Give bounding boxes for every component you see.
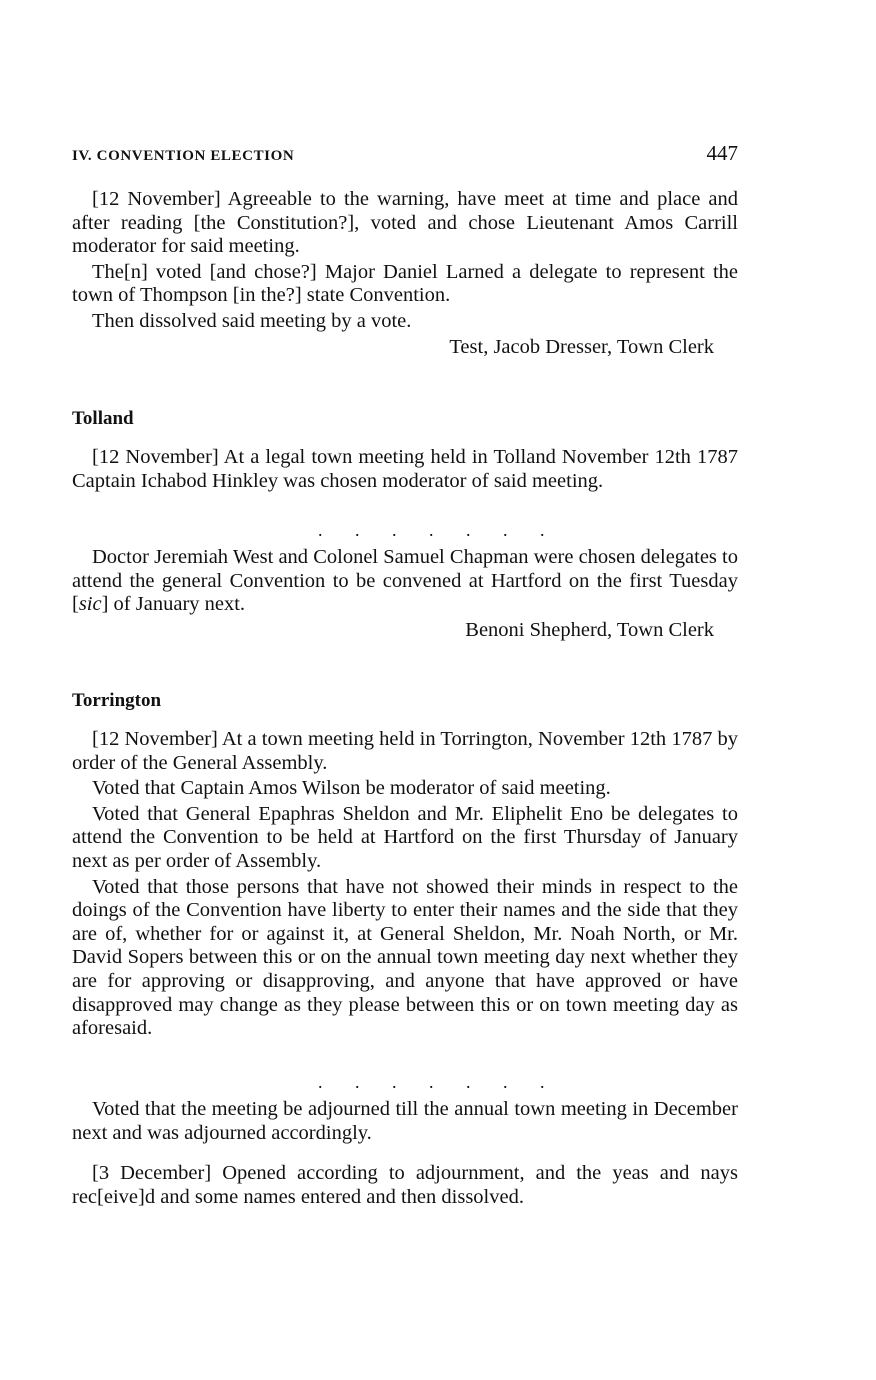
section-heading-tolland: Tolland [72, 408, 134, 429]
tolland-entry-part2 [72, 546, 738, 642]
paragraph-text: ] of January next. [101, 593, 246, 616]
torrington-december [72, 1162, 738, 1209]
page-number: 447 [706, 141, 738, 165]
tolland-entry-part1 [72, 446, 738, 493]
paragraph: Voted that those persons that have not showed their minds in respect to the doings of the Convention have liberty to enter their names and the side that they are of, whether for or against it, at General Sheldon, Mr. Noah North, or Mr. David Sopers between this or on the annual town meeting day next whether they are for approving or disapproving, and anyone that have approved or have disapproved may change as they please between this or on town meeting day as aforesaid. [72, 875, 738, 1040]
paragraph: Then dissolved said meeting by a vote. [92, 309, 412, 332]
paragraph: The[n] voted [and chose?] Major Daniel Larned a delegate to represent the town of Thompson [in the?] state Convention. [72, 260, 738, 307]
town-clerk-signature: Benoni Shepherd, Town Clerk [465, 618, 714, 641]
thompson-entry [72, 188, 738, 359]
paragraph: Voted that General Epaphras Sheldon and Mr. Eliphelit Eno be delegates to attend the Convention to be held at Hartford on the first Thursday of January next as per order of Assembly. [72, 802, 738, 872]
paragraph: Voted that the meeting be adjourned till the annual town meeting in December next and was adjourned accordingly. [72, 1098, 738, 1144]
ellipsis-separator: . . . . . . . [318, 1072, 559, 1092]
paragraph: [12 November] At a town meeting held in Torrington, November 12th 1787 by order of the General Assembly. [72, 728, 738, 774]
section-heading-torrington: Torrington [72, 690, 162, 711]
paragraph: [12 November] At a legal town meeting held in Tolland November 12th 1787 Captain Ichabod Hinkley was chosen moderator of said meeting. [72, 446, 738, 492]
sic-marker: sic [78, 593, 102, 616]
paragraph: [3 December] Opened according to adjournment, and the yeas and nays rec[eive]d and some names entered and then dissolved. [72, 1162, 738, 1208]
running-head [72, 141, 738, 166]
ellipsis-separator: . . . . . . . [318, 520, 559, 540]
section-title: IV. CONVENTION ELECTION [72, 148, 295, 164]
town-clerk-signature: Test, Jacob Dresser, Town Clerk [449, 335, 714, 358]
torrington-entry [72, 728, 738, 1041]
paragraph [72, 546, 738, 617]
torrington-adjournment [72, 1098, 738, 1145]
paragraph: Voted that Captain Amos Wilson be moderator of said meeting. [92, 777, 611, 800]
paragraph-text: Doctor Jeremiah West and Colonel Samuel Chapman were chosen delegates to attend the general Convention to be convened at Hartford on the first Tuesday [ [72, 546, 738, 616]
paragraph: [12 November] Agreeable to the warning, have meet at time and place and after reading [the Constitution?], voted and chose Lieutenant Amos Carrill moderator for said meeting. [72, 188, 738, 258]
